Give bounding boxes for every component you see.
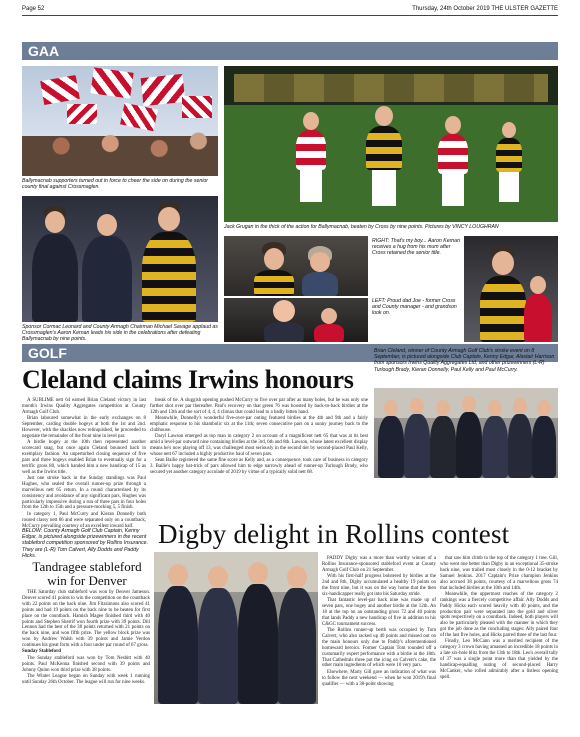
golf-paragraph: Daryl Lawson emerged as top man in category 2 on account of a magnificent nett 65 that was at its best amid a level-par outward nine containing birdies at the 3rd, 6th and 8th. Lawson, whose latest excellent display means he's now playing off 13, was challenged most seriously in the second tier by second-placed Paul Kelly, whose nett 67 included a highly productive haul of seven pars.	[150, 434, 368, 457]
tandragee-paragraph: The Winter League began on Sunday with week 1 running until Sunday 26th October. The league will run for nine weeks.	[22, 673, 150, 685]
digby-column-1	[322, 556, 436, 688]
proud-dad-caption: LEFT: Proud dad Joe - former Cross and County manager - and grandson look on.	[372, 298, 457, 317]
golf-paragraph: In category 1, Paul McCurry and Kieran Donnelly both roused classy nett 66 and were separated only on a countback, McCurry prevailing courtesy of an excellent inward half.	[22, 511, 146, 529]
section-band-golf: GOLF	[22, 344, 558, 362]
digby-headline: Digby delight in Rollins contest	[158, 519, 510, 549]
digby-paragraph: The Rollins runner-up berth was occupied by Tom Calvert, who also racked up 40 points and missed out on the main honours only due to Paddy's aforementioned homeward heroics. Former Captain Tom rounded off a customarily expert performance with a birdie at the 18th. That Cathedrals three put the icing on Calvert's cake, the other main ingredients of which were 10 very pars.	[322, 628, 436, 669]
proud-dad-photo	[224, 298, 368, 342]
digby-column-2	[440, 556, 558, 681]
golf-paragraph: break of tie. A sluggish opening pushed McCurry to five over par after as many holes, but he was only one further shot over par thereafter. Paul's recovery on that green 76 was boosted by back-to-back birdies at the 12th and 13th and the sort of 4, 4, 4 climax that could lead to a badly bitten hand.	[150, 398, 368, 415]
below-caption: BELOW: County Armagh Golf Club Captain, Kenny Edgar, is pictured alongside prizewinners in the recent stableford competition sponsored by Rollins Insurance. They are (L-R) Tom Calvert, Ally Dodds and Paddy Hicks.	[22, 528, 149, 559]
grandson-photo	[464, 236, 558, 342]
sponsor-photo	[22, 196, 218, 322]
tandragee-subhead: Sunday Stableford	[22, 649, 62, 655]
digby-paragraph: With his first-half progress bolstered by birdies at the 2nd and 8th, Digby accumulated a healthy 19 points on the front nine, but it was on the way home that the then six-handicapper really got into his Saturday stride.	[322, 574, 436, 597]
tandragee-headline: Tandragee stableford win for Denver	[32, 559, 142, 588]
digby-paragraph: PADDY Digby was a more than worthy winner of a Rollins Insurance-sponsored stableford event at County Armagh Golf Club on 21 September.	[322, 556, 436, 573]
page-number: Page 52	[22, 6, 45, 12]
mum-hug-caption: RIGHT: That's my boy... Aaron Kernan receives a hug from his mum after Cross retained the senior title.	[372, 238, 460, 257]
dateline: Thursday, 24th October 2019 THE ULSTER GAZETTE	[412, 6, 558, 12]
golf-headline: Cleland claims Irwins honours	[22, 365, 354, 394]
golf-column-1	[22, 398, 146, 530]
tandragee-paragraph: THE Saturday club stableford was won by Denver Jameson. Denver scored 41 points to win the competition on the countback with 22 points on the back nine. Jim Fitzsimons also scored 41 points and had 19 points on the back nine to be beaten for first place on the countback. Hamish Magee finished third with 40 points and Stephen Sherrif won fourth prize with 39 points. Dill Lennon had the best of the 38 points returned with 21 points on the back nine, and won fifth prize. The yellow block prize was won by Andrew Walsh with 39 points and Jamie Verdon continues his great form with a four under par round of 67 gross.	[22, 590, 150, 649]
golf-paragraph: Meanwhile, Donnelly's wonderful five-over-par outing featured birdies at the 4th and 9th and a fairly emphatic response to his shambolic six at the 11th; seven consecutive pars on a sunny journey back to the clubhouse.	[150, 416, 368, 433]
mum-hug-photo	[224, 236, 368, 296]
golf-paragraph: Sean Bailie registered the same fine score as Kelly and, as a consequence, took care of business in category 3. Bailie's happy hat-trick of pars allowed him to edge narrowly ahead of runner-up Turlough Brady, who secured yet another category accolade of 2019 by virtue of a typically solid nett 68.	[150, 458, 368, 476]
section-band-gaa: GAA	[22, 42, 558, 60]
supporters-caption: Ballymacnab supporters turned out in force to cheer the side on during the senior county final against Crossmaglen.	[22, 178, 208, 191]
golf-paragraph: Just one stroke back in the Sunday standings was Paul Hughes, who sealed the overall runner-up prize through a marvellous nett 65 return. In a round characterised by its consistency and avoidance of any significant pars, Hughes was particularly impressive during a run of three pars in four holes from the 12th to 15th and a pressure-mocking 5, 5 finish.	[22, 475, 146, 511]
golf-column-2	[150, 398, 368, 476]
match-action-photo	[224, 66, 558, 222]
supporters-photo	[22, 66, 218, 176]
golf-paragraph: Brian laboured somewhat in the early exchanges on 8 September, carding double bogeys at both the 1st and 2nd. However, with the shackles now relinquished, he proceeded to negotiate the remainder of the front nine in level par.	[22, 416, 146, 439]
digby-paragraph: that saw him climb to the top of the category 1 tree. Gill, who went one better than Digby in an exceptional 35-stroke back nine, was trailed most closely in the 0-12 bracket by Samuel Jenkins. 2017 Captain's Prize champion Jenkins also accrued 38 points, courtesy of a marvellous gross 74 that included birdies at the 10th and 14th.	[440, 556, 558, 591]
golf-paragraph: A SUBLIME nett 64 earned Brian Cleland victory in last month's Irwins Quality Aggregates competition at County Armagh Golf Club.	[22, 398, 146, 415]
golf-photo-caption: Brian Cleland, winner of County Armagh Golf Club's stroke event on 8 September, is pictured alongside Club Captain, Kenny Edgar, Alastair Harrison from sponsors Irwins Quality Aggregates Ltd, and other prizewinners (L-R) Turlough Brady, Kieran Donnelly, Paul Kelly and Paul McCurry.	[374, 348, 555, 373]
digby-paragraph: Elsewhere, Marty Gill gave an indication of what was to follow the next weekend — when he won 2019's final qualifier — with a 38-point showing	[322, 669, 436, 687]
tandragee-body	[22, 590, 150, 686]
action-caption: Jack Grugan in the thick of the action for Ballymacnab, beaten by Cross by nine points. Pictures by VINCY LOUGHRAN	[224, 224, 499, 230]
golf-paragraph: A birdie bogey at the 10th then represented another scorecard snag, but once again Cleland bounced back in exemplary fashion. An unperturbed closing sequence of five pars and three bogeys enabled Brian to eventually sign for a terrific gross 80, which handed him a new handicap of 15 as well as the Irwins title.	[22, 440, 146, 475]
rollins-prizewinners-photo	[154, 552, 318, 704]
digby-paragraph: Finally, Leo McCann was a merited recipient of the category 3 crown having amassed an incredible 18 points in a late six-hole blitz from the 13th to 18th. Leo's overall tally of 37 was a single point more than that yielded by the handicap-equalling outing of second-placed Harry McCanker, who rolled admirably after a listless opening spell.	[440, 639, 558, 680]
sponsor-caption: Sponsor Cormac Leonard and County Armagh Chairman Michael Savage applaud as Crossmaglen's Aaron Kernan leads his side in the celebrations after defeating Ballymacnab by nine points.	[22, 324, 218, 343]
golf-prizewinners-photo	[374, 388, 558, 478]
tandragee-paragraph: The Sunday stableford was won by Tom Nesbitt with 40 points. Paul McKenna finished second with 39 points and Johnny Quinn won third prize with 38 points.	[22, 655, 150, 673]
digby-paragraph: That fantastic level-par back nine was made up of seven pars, one bogey and another birdie at the 12th. An 18 at the top on an outstanding gross 72 and 40 points that lands Paddy a new handicap of five in addition to his C&GC tournament success.	[322, 598, 436, 627]
masthead-rule	[22, 15, 558, 16]
digby-paragraph: Meanwhile, the uppermost reaches of the category 2 rankings was a fiercely competitive affair. Ally Dodds and Paddy Hicks each scored heavily with 40 points, and the production pair were separated into the gold and silver spots respectively on a countback. Indeed, both players will also be particularly pleased with the manner in which they got the job done as the concluding stages: Ally paired four of the last five holes, and Hicks parred three of the last four.	[440, 591, 558, 639]
